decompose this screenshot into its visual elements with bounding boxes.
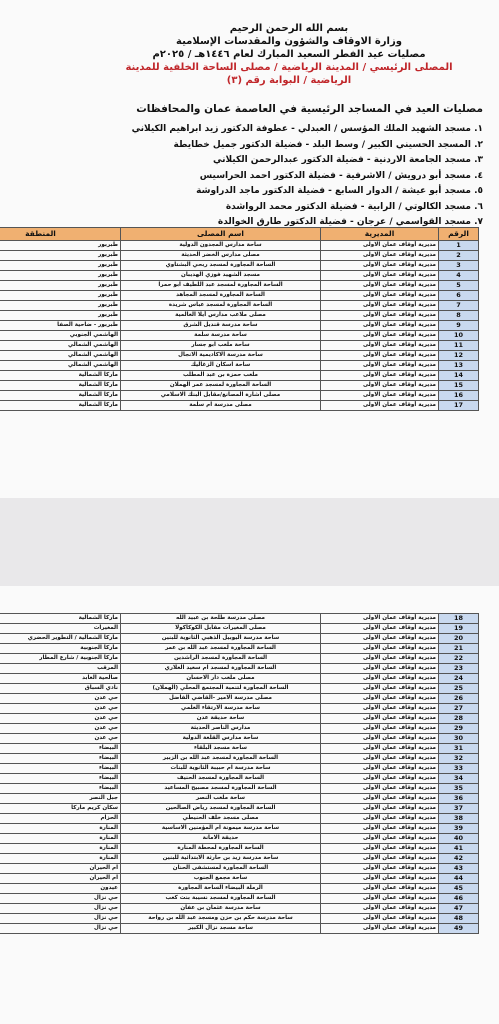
row-region: حي عدن [0,714,121,724]
row-region: حي نزال [0,924,121,934]
row-region: المغيرات [0,624,121,634]
row-prayer-name: الساحة المجاورة لمسجد عبد الله بن عمر [121,644,321,654]
row-region: البيضاء [0,784,121,794]
row-number: 13 [439,361,479,371]
row-directorate: مديرية أوقاف عمان الاولى [321,874,439,884]
table-row [0,271,479,281]
header-num: الرقم [439,228,479,241]
row-directorate: مديرية أوقاف عمان الاولى [321,341,439,351]
row-number: 15 [439,381,479,391]
row-number: 6 [439,291,479,301]
row-prayer-name: ساحة مدارس المجدون الدولية [121,241,321,251]
row-region: ماركا الشمالية [0,371,121,381]
table-row [0,644,479,654]
row-number: 33 [439,764,479,774]
row-number: 41 [439,844,479,854]
row-directorate: مديرية أوقاف عمان الاولى [321,301,439,311]
row-prayer-name: ساحة اسكان الزغاليك [121,361,321,371]
header-directorate: المديرية [321,228,439,241]
row-number: 36 [439,794,479,804]
row-prayer-name: مصلى مدرسة ام سلمة [121,401,321,411]
row-number: 30 [439,734,479,744]
row-prayer-name: ساحة مدرسة عثمان بن عفان [121,904,321,914]
row-region: البيضاء [0,774,121,784]
row-number: 29 [439,724,479,734]
row-region: البيضاء [0,754,121,764]
row-prayer-name: ساحة مدارس القلعة الدولية [121,734,321,744]
row-prayer-name: الساحة المجاورة لمسجد عبد اللطيف ابو حمرا [121,281,321,291]
row-region: ماركا الشمالية [0,401,121,411]
table-row [0,664,479,674]
table-row [0,744,479,754]
row-directorate: مديرية أوقاف عمان الاولى [321,241,439,251]
row-directorate: مديرية أوقاف عمان الاولى [321,864,439,874]
row-number: 22 [439,654,479,664]
row-region: طبربور [0,281,121,291]
row-region: ام الحيران [0,864,121,874]
row-number: 17 [439,401,479,411]
row-prayer-name: ساحة حديقة عدن [121,714,321,724]
row-directorate: مديرية أوقاف عمان الاولى [321,914,439,924]
row-prayer-name: مصلى ملاعب مدارس أيلا العالمية [121,311,321,321]
row-region: عيدون [0,884,121,894]
row-region: الهاشمي الشمالي [0,351,121,361]
row-number: 12 [439,351,479,361]
row-region: ماركا الشمالية [0,614,121,624]
row-region: ماركا الشمالية [0,381,121,391]
row-number: 14 [439,371,479,381]
row-number: 39 [439,824,479,834]
table-row [0,371,479,381]
row-number: 45 [439,884,479,894]
mosque-item: ٤. مسجد أبو درويش / الاشرفية - فضيلة الدكتور احمد الحراسيس [199,170,483,181]
row-directorate: مديرية أوقاف عمان الاولى [321,904,439,914]
row-prayer-name: الساحة المجاورة لمسجد عمر الهملان [121,381,321,391]
table-row [0,784,479,794]
row-number: 40 [439,834,479,844]
row-prayer-name: الساحة المجاورة لمسجد ام سعيد العلاري [121,664,321,674]
table-row [0,704,479,714]
row-prayer-name: مدارس الناصر الحديثة [121,724,321,734]
table-row [0,834,479,844]
row-directorate: مديرية أوقاف عمان الاولى [321,814,439,824]
row-prayer-name: مصلى مدارس الخضر الحديثة [121,251,321,261]
row-number: 23 [439,664,479,674]
mosque-item: ٢. المسجد الحسيني الكبير / وسط البلد - فضيلة الدكتور جميل خطايطة [173,139,483,150]
table-row [0,914,479,924]
row-directorate: مديرية أوقاف عمان الاولى [321,894,439,904]
main-mosques-list [123,122,483,231]
row-number: 27 [439,704,479,714]
table-row [0,774,479,784]
table-row [0,824,479,834]
row-prayer-name: الساحة المجاورة لمسجد عباس شريدة [121,301,321,311]
row-region: نادي السباق [0,684,121,694]
table-row [0,251,479,261]
row-region: الحزام [0,814,121,824]
row-directorate: مديرية أوقاف عمان الاولى [321,311,439,321]
row-region: المنارة [0,834,121,844]
row-prayer-name: الساحة المجاورة لمسجد ربحي البشتاوي [121,261,321,271]
table-header-row [0,228,479,241]
row-region: ماركا الجنوبية [0,644,121,654]
document-title: مصليات عيد الفطر السعيد المبارك لعام ١٤٤٦هـ / ٢٠٢٥م [152,49,426,60]
table-row [0,814,479,824]
main-prayer-location: المصلى الرئيسي / المدينة الرياضية / مصلى الساحة الخلفية للمدينة الرياضية / البوابة رقم (٣) [125,62,453,86]
table-row [0,804,479,814]
row-region: حي عدن [0,734,121,744]
row-number: 32 [439,754,479,764]
row-directorate: مديرية أوقاف عمان الاولى [321,614,439,624]
row-number: 7 [439,301,479,311]
row-region: ماركا الشمالية [0,391,121,401]
row-prayer-name: ساحة مدرسة الاكاديمية الانجال [121,351,321,361]
row-prayer-name: ملعب حمزة بن عبد المطلب [121,371,321,381]
row-number: 37 [439,804,479,814]
row-region: المنارة [0,854,121,864]
row-number: 31 [439,744,479,754]
basmala: بسم الله الرحمن الرحيم [229,23,349,34]
table-row [0,754,479,764]
row-directorate: مديرية أوقاف عمان الاولى [321,401,439,411]
row-directorate: مديرية أوقاف عمان الاولى [321,804,439,814]
table-row [0,844,479,854]
row-number: 2 [439,251,479,261]
row-directorate: مديرية أوقاف عمان الاولى [321,794,439,804]
mosque-item: ٧. مسجد القواسمي / عرجان - فضيلة الدكتور طارق الخوالدة [217,217,483,227]
row-number: 18 [439,614,479,624]
table-row [0,241,479,251]
row-region: ماركا الشمالية / التطوير الحضري [0,634,121,644]
row-prayer-name: مصلى المغيرات مقابل الكوكاكولا [121,624,321,634]
table-row [0,874,479,884]
row-directorate: مديرية أوقاف عمان الاولى [321,834,439,844]
row-number: 1 [439,241,479,251]
table-row [0,311,479,321]
table-row [0,361,479,371]
row-region: طبربور [0,291,121,301]
row-directorate: مديرية أوقاف عمان الاولى [321,704,439,714]
row-prayer-name: ساحة مدرسة ام حبيبة الثانوية للبنات [121,764,321,774]
row-directorate: مديرية أوقاف عمان الاولى [321,351,439,361]
row-directorate: مديرية أوقاف عمان الاولى [321,664,439,674]
row-region: الهاشمي الشمالي [0,361,121,371]
table-row [0,331,479,341]
row-prayer-name: ساحة مدرسة حكم بن حزن ومسجد عبد الله بن رواحة [121,914,321,924]
row-directorate: مديرية أوقاف عمان الاولى [321,884,439,894]
document-header [119,22,459,87]
table-row [0,894,479,904]
row-number: 46 [439,894,479,904]
table-row [0,734,479,744]
table-row [0,391,479,401]
row-directorate: مديرية أوقاف عمان الاولى [321,654,439,664]
row-prayer-name: مصلى مدرسة الامير -القاضي الفاضل [121,694,321,704]
row-directorate: مديرية أوقاف عمان الاولى [321,674,439,684]
row-prayer-name: الساحة المجاورة لمسجد رياض الصالحين [121,804,321,814]
table-row [0,291,479,301]
table-row [0,351,479,361]
row-directorate: مديرية أوقاف عمان الاولى [321,624,439,634]
row-region: طبربور [0,301,121,311]
table-row [0,764,479,774]
mosque-item: ١. مسجد الشهيد الملك المؤسس / العبدلي - عطوفة الدكتور زيد ابراهيم الكيلاني [131,124,483,134]
row-directorate: مديرية أوقاف عمان الاولى [321,824,439,834]
document-page-1 [0,0,499,498]
row-region: طبربور [0,241,121,251]
row-prayer-name: مصلى اشارة المصانع/مقابل البنك الاسلامي [121,391,321,401]
table-row [0,714,479,724]
row-region: حي نزال [0,904,121,914]
row-number: 34 [439,774,479,784]
table-row [0,261,479,271]
row-prayer-name: ساحة مدرسة الارتقاء العلمي [121,704,321,714]
row-region: حي عدن [0,704,121,714]
row-prayer-name: مسجد الشهيد فوزي الهديبان [121,271,321,281]
row-directorate: مديرية أوقاف عمان الاولى [321,331,439,341]
table-row [0,924,479,934]
row-region: الهاشمي الشمالي [0,341,121,351]
row-number: 24 [439,674,479,684]
row-directorate: مديرية أوقاف عمان الاولى [321,271,439,281]
table-row [0,794,479,804]
row-prayer-name: الساحة المجاورة لمسجد الحنيف [121,774,321,784]
prayer-locations-table [0,227,479,411]
prayer-locations-table-continued [0,613,479,934]
row-region: المرقب [0,664,121,674]
row-directorate: مديرية أوقاف عمان الاولى [321,754,439,764]
ministry-name: وزارة الاوقاف والشؤون والمقدسات الإسلامية [176,36,402,47]
row-region: طبربور [0,311,121,321]
row-prayer-name: الساحة المجاورة لمسجد عبد الله بن الزبير [121,754,321,764]
row-directorate: مديرية أوقاف عمان الاولى [321,724,439,734]
row-number: 43 [439,864,479,874]
row-number: 16 [439,391,479,401]
table-row [0,321,479,331]
page-gap [0,498,499,586]
row-number: 5 [439,281,479,291]
row-number: 48 [439,914,479,924]
row-region: الهاشمي الجنوبي [0,331,121,341]
row-number: 20 [439,634,479,644]
table-row [0,624,479,634]
row-directorate: مديرية أوقاف عمان الاولى [321,774,439,784]
row-number: 21 [439,644,479,654]
row-prayer-name: الساحة المجاورة لتنمية المجتمع المحلي (الهملان) [121,684,321,694]
section-subtitle: مصليات العيد في المساجد الرئيسية في العاصمة عمان والمحافظات [136,103,483,115]
row-directorate: مديرية أوقاف عمان الاولى [321,644,439,654]
row-directorate: مديرية أوقاف عمان الاولى [321,784,439,794]
row-region: جبل النصر [0,794,121,804]
row-prayer-name: ساحة مدرسة اليوبيل الذهبي الثانوية للبنين [121,634,321,644]
header-region: المنطقة [0,228,121,241]
row-directorate: مديرية أوقاف عمان الاولى [321,714,439,724]
row-prayer-name: الساحة المجاورة لمسجد مصبيح المساعيد [121,784,321,794]
table-row [0,884,479,894]
row-directorate: مديرية أوقاف عمان الاولى [321,694,439,704]
row-prayer-name: الساحة المجاورة لمستشفى الحنان [121,864,321,874]
row-region: المنارة [0,824,121,834]
row-prayer-name: ساحة مسجد البلقاء [121,744,321,754]
row-number: 38 [439,814,479,824]
row-number: 47 [439,904,479,914]
row-directorate: مديرية أوقاف عمان الاولى [321,744,439,754]
table-row [0,614,479,624]
header-prayer-name: اسم المصلى [121,228,321,241]
table-row [0,684,479,694]
row-directorate: مديرية أوقاف عمان الاولى [321,634,439,644]
table-row [0,401,479,411]
row-prayer-name: الساحة المجاورة لمسجد نسيبة بنت كعب [121,894,321,904]
row-prayer-name: ساحة مدرسة زيد بن حارثة الابتدائية للبنين [121,854,321,864]
row-region: المنارة [0,844,121,854]
row-directorate: مديرية أوقاف عمان الاولى [321,924,439,934]
row-number: 49 [439,924,479,934]
table-row [0,724,479,734]
row-directorate: مديرية أوقاف عمان الاولى [321,381,439,391]
row-region: طبربور - ضاحية الصفا [0,321,121,331]
row-prayer-name: ساحة مجمع الجنوب [121,874,321,884]
row-region: طبربور [0,261,121,271]
row-prayer-name: الساحة المجاورة لمسجد المجاهد [121,291,321,301]
row-directorate: مديرية أوقاف عمان الاولى [321,371,439,381]
row-prayer-name: ساحة مسجد نزال الكبير [121,924,321,934]
table-row [0,864,479,874]
row-region: ماركا الجنوبية / شارع المطار [0,654,121,664]
table-row [0,281,479,291]
row-directorate: مديرية أوقاف عمان الاولى [321,261,439,271]
mosque-item: ٦. مسجد الكالوتي / الرابية - فضيلة الدكتور محمد الرواشدة [225,201,483,212]
table-row [0,904,479,914]
row-directorate: مديرية أوقاف عمان الاولى [321,684,439,694]
table-row [0,381,479,391]
row-prayer-name: ساحة مدرسة ميمونة ام المؤمنين الاساسية [121,824,321,834]
row-directorate: مديرية أوقاف عمان الاولى [321,281,439,291]
table-body [0,241,479,411]
row-number: 42 [439,854,479,864]
row-region: طبربور [0,271,121,281]
row-region: ام الحيران [0,874,121,884]
document-page-2 [0,586,499,1024]
table-row [0,654,479,664]
table-body [0,614,479,934]
row-number: 3 [439,261,479,271]
row-directorate: مديرية أوقاف عمان الاولى [321,854,439,864]
row-region: البيضاء [0,744,121,754]
row-directorate: مديرية أوقاف عمان الاولى [321,391,439,401]
row-region: حي نزال [0,914,121,924]
table-row [0,301,479,311]
row-region: حي عدن [0,724,121,734]
row-region: حي نزال [0,894,121,904]
row-directorate: مديرية أوقاف عمان الاولى [321,251,439,261]
row-number: 44 [439,874,479,884]
row-number: 19 [439,624,479,634]
row-directorate: مديرية أوقاف عمان الاولى [321,844,439,854]
row-prayer-name: ساحة مدرسة سلمة [121,331,321,341]
row-prayer-name: الساحة المجاورة لمسجد الراشدين [121,654,321,664]
row-region: صالحية العابد [0,674,121,684]
row-directorate: مديرية أوقاف عمان الاولى [321,321,439,331]
row-region: سكان كريم ماركا [0,804,121,814]
row-number: 28 [439,714,479,724]
table-row [0,674,479,684]
row-number: 9 [439,321,479,331]
row-prayer-name: ساحة ملعب ابو جسار [121,341,321,351]
mosque-item: ٥. مسجد أبو عيشة / الدوار السابع - فضيلة الدكتور ماجد الدراوشة [196,186,483,196]
row-number: 10 [439,331,479,341]
row-prayer-name: ساحة مدرسة قنديل الشرق [121,321,321,331]
row-directorate: مديرية أوقاف عمان الاولى [321,734,439,744]
row-number: 8 [439,311,479,321]
row-prayer-name: مصلى ملعب دار الاحسان [121,674,321,684]
row-directorate: مديرية أوقاف عمان الاولى [321,291,439,301]
table-row [0,854,479,864]
row-prayer-name: مصلى مدرسة طلحة بن عبيد الله [121,614,321,624]
table-row [0,341,479,351]
row-number: 26 [439,694,479,704]
row-prayer-name: حديقة الامانة [121,834,321,844]
mosque-item: ٣. مسجد الجامعة الاردنية - فضيلة الدكتور عبدالرحمن الكيلاني [212,155,483,165]
row-region: حي عدن [0,694,121,704]
table-row [0,634,479,644]
row-number: 35 [439,784,479,794]
row-prayer-name: الرملة البيضاء الساحة المجاورة [121,884,321,894]
row-prayer-name: الساحة المجاورة لمحطة المنارة [121,844,321,854]
row-number: 25 [439,684,479,694]
table-row [0,694,479,704]
row-number: 11 [439,341,479,351]
row-region: طبربور [0,251,121,261]
row-prayer-name: ساحة ملعب النصر [121,794,321,804]
row-prayer-name: مصلى مسجد خلف الحنيطي [121,814,321,824]
row-region: البيضاء [0,764,121,774]
row-number: 4 [439,271,479,281]
row-directorate: مديرية أوقاف عمان الاولى [321,764,439,774]
row-directorate: مديرية أوقاف عمان الاولى [321,361,439,371]
